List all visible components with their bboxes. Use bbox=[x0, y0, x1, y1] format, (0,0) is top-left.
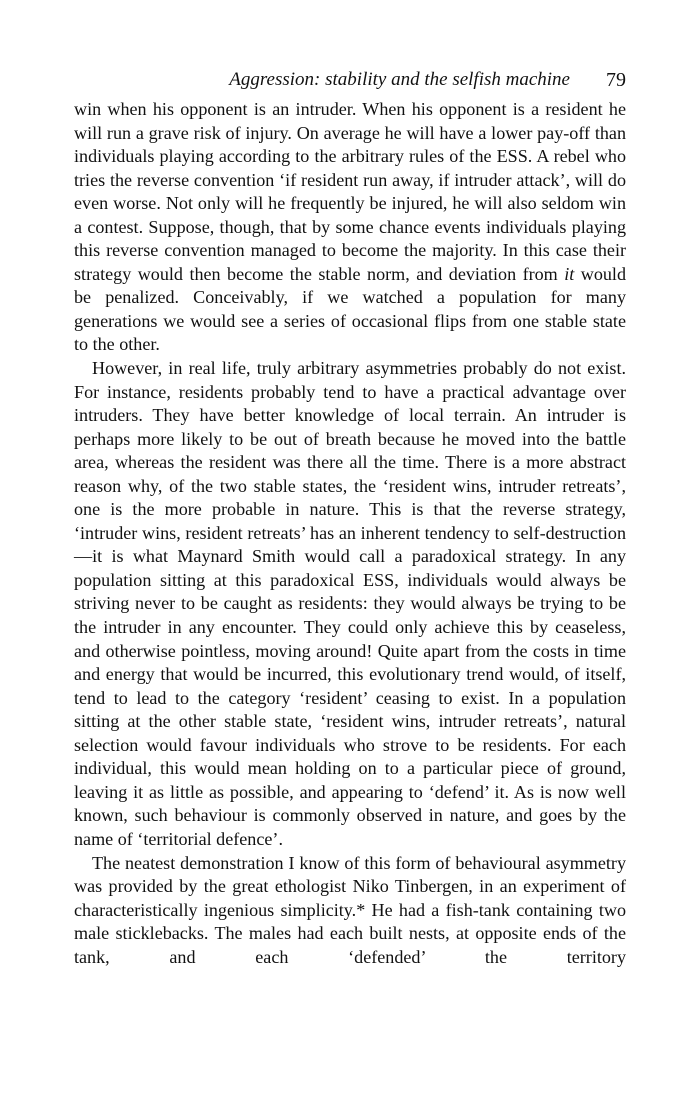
paragraph-2: However, in real life, truly arbitrary asymmetries probably do not exist. For instance, residents probably tend to have a practical advantage over intruders. They have better knowledge of local terrain. An intruder is perhaps more likely to be out of breath because he moved into the battle area, whereas the resident was there all the time. There is a more abstract reason why, of the two stable states, the ‘resident wins, intruder retreats’, one is the more probable in nature. This is that the reverse strategy, ‘intruder wins, resident retreats’ has an inherent tendency to self-destruction—it is what Maynard Smith would call a paradoxical strategy. In any population sitting at this paradoxical ESS, individuals would always be striving never to be caught as residents: they would always be trying to be the intruder in any encounter. They could only achieve this by ceaseless, and otherwise pointless, moving around! Quite apart from the costs in time and energy that would be incurred, this evolutionary trend would, of itself, tend to lead to the category ‘resident’ ceasing to exist. In a population sitting at the other stable state, ‘resident wins, intruder retreats’, natural selection would favour individuals who strove to be residents. For each individual, this would mean holding on to a particular piece of ground, leaving it as little as possible, and appearing to ‘defend’ it. As is now well known, such behaviour is commonly observed in nature, and goes by the name of ‘territorial defence’. bbox=[74, 358, 626, 849]
body-text bbox=[74, 98, 626, 969]
running-head bbox=[74, 68, 626, 92]
page-content bbox=[74, 68, 626, 969]
emphasis: it bbox=[564, 263, 575, 284]
paragraph-1: win when his opponent is an intruder. When his opponent is a resident he will run a grave risk of injury. On average he will have a lower pay-off than individuals playing according to the arbitrary rules of the ESS. A rebel who tries the reverse convention ‘if resident run away, if intruder attack’, will do even worse. Not only will he frequently be injured, he will also seldom win a contest. Suppose, though, that by some chance events individuals playing this reverse convention managed to become the majority. In this case their strategy would then become the stable norm, and deviation from it would be penalized. Conceivably, if we watched a population for many generations we would see a series of occasional flips from one stable state to the other. bbox=[74, 99, 626, 355]
paragraph-3: The neatest demonstration I know of this form of behavioural asymmetry was provided by the great ethologist Niko Tinbergen, in an experiment of characteristically ingenious simplicity.* He had a fish-tank containing two male sticklebacks. The males had each built nests, at opposite ends of the tank, and each ‘defended’ the territory bbox=[74, 852, 626, 967]
page-number: 79 bbox=[606, 69, 626, 91]
running-title: Aggression: stability and the selfish machine bbox=[229, 69, 570, 90]
